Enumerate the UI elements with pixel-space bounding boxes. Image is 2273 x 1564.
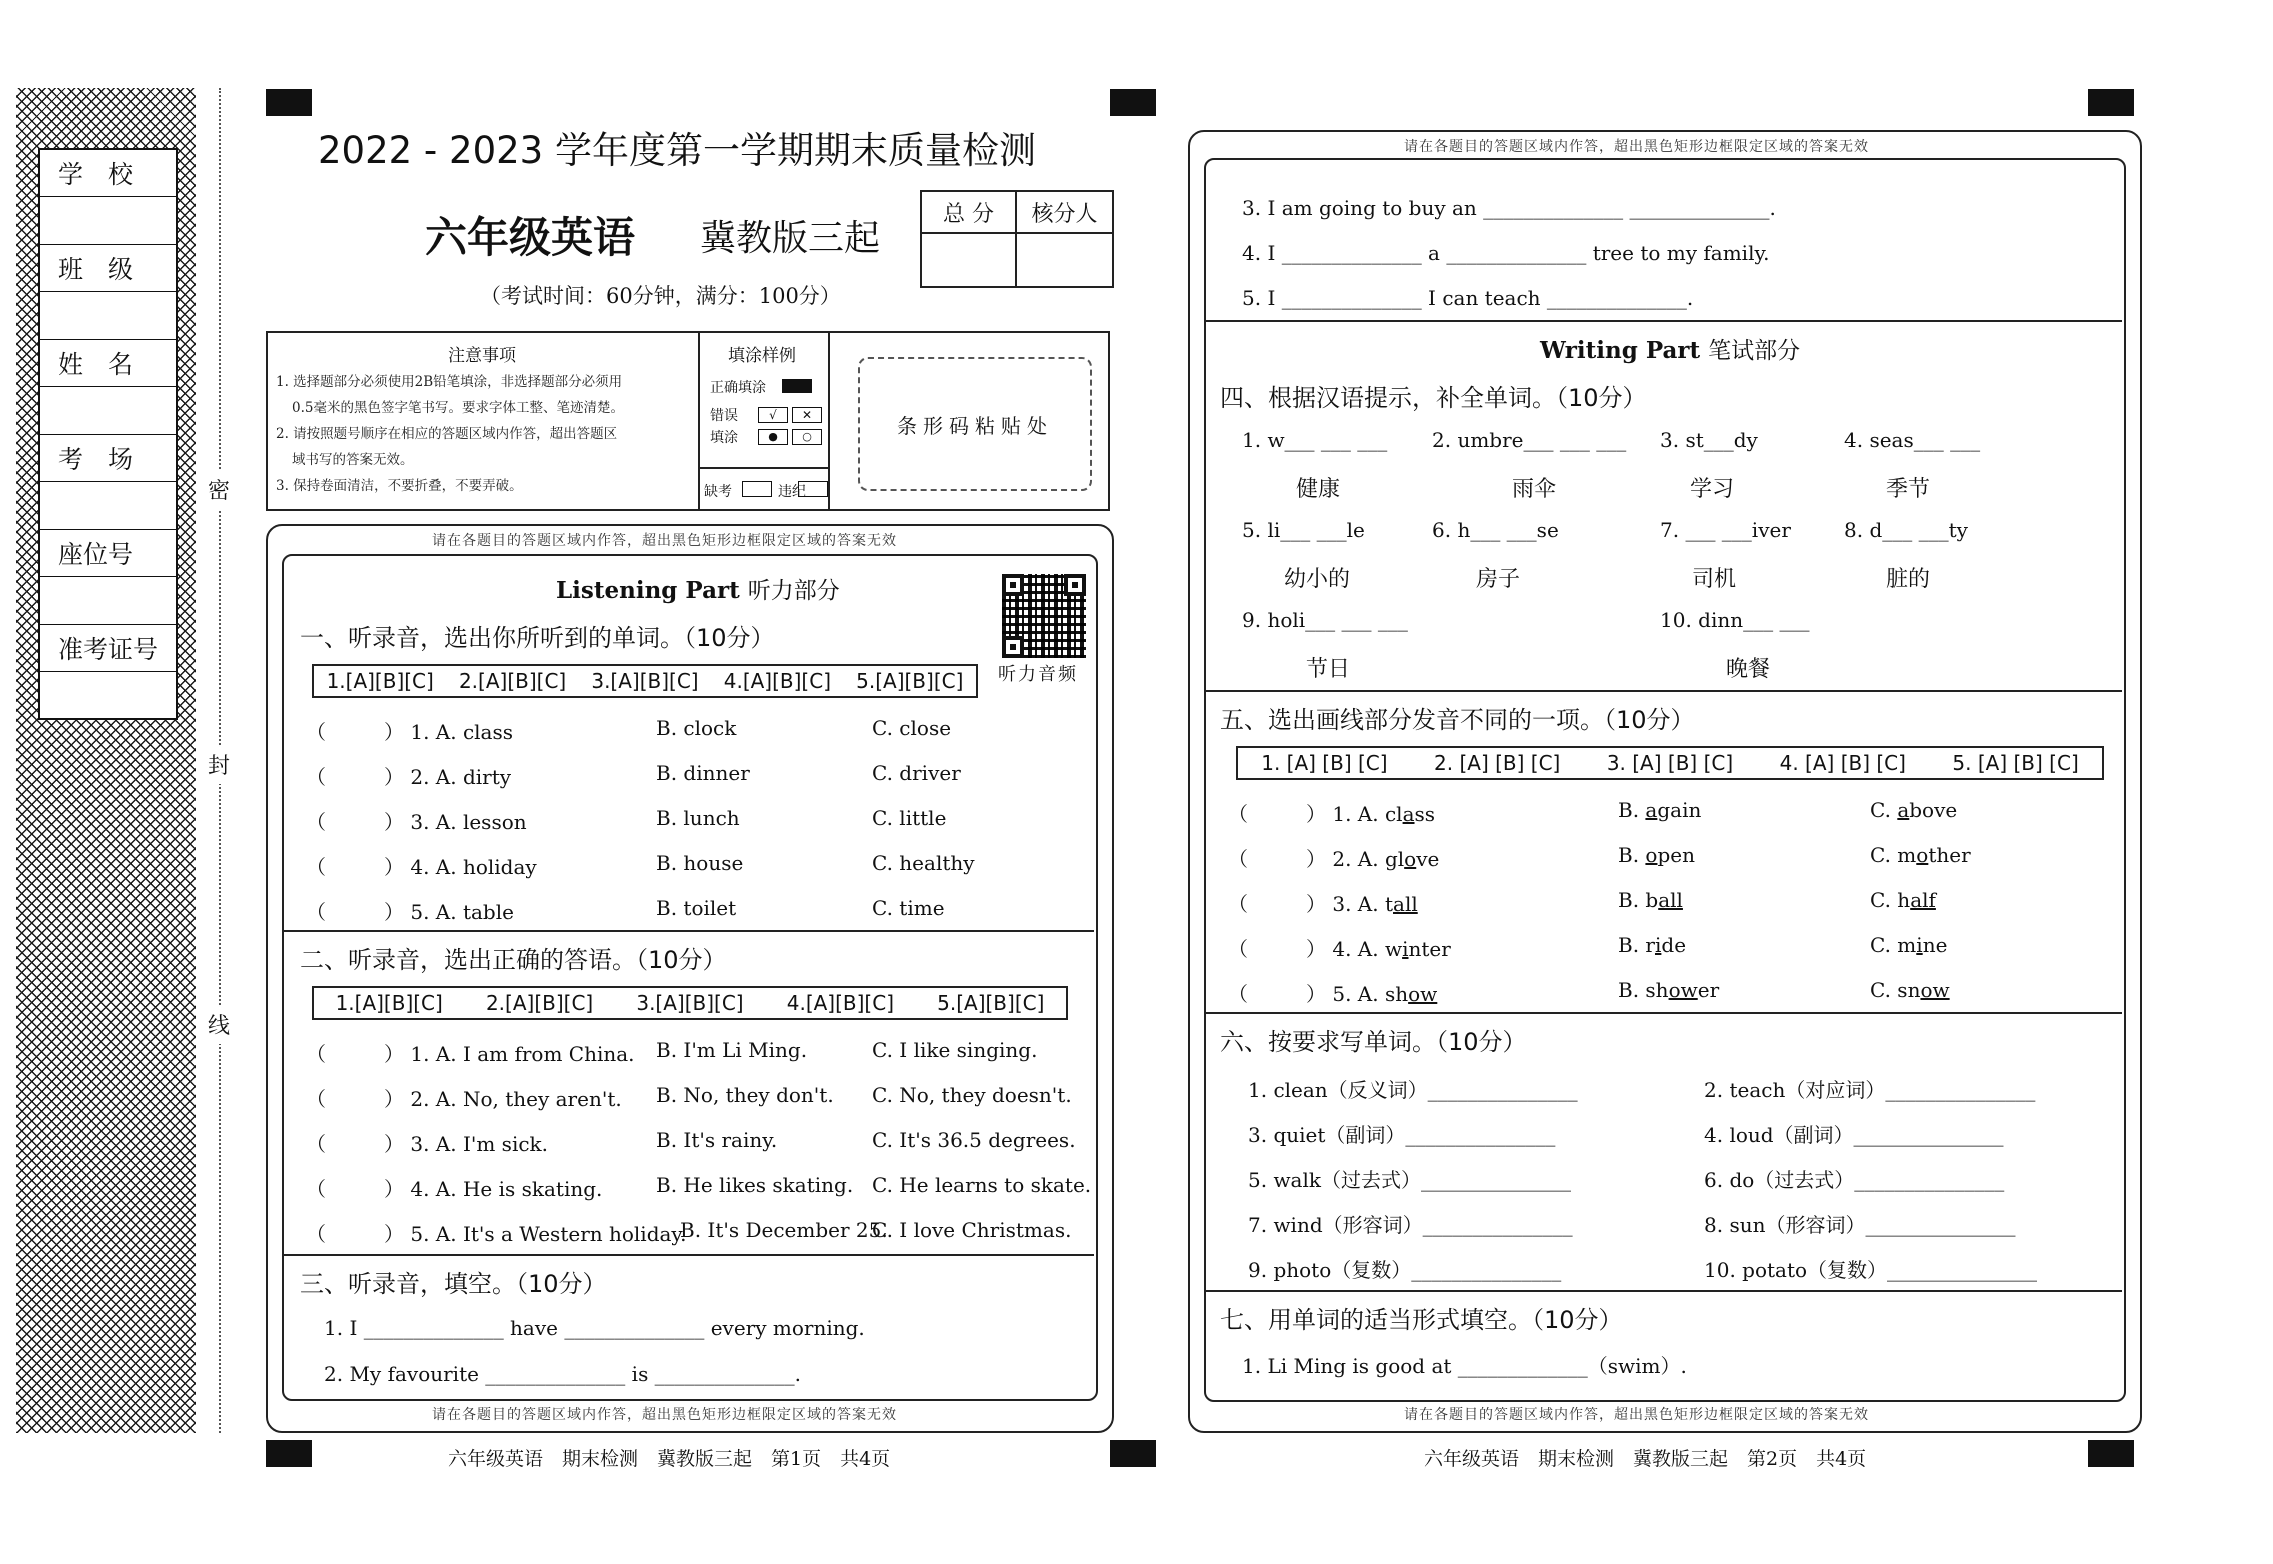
- word-form-item[interactable]: 5. walk（过去式）_______________: [1248, 1168, 1571, 1192]
- spelling-item[interactable]: 5. li___ ___le: [1242, 518, 1365, 542]
- registration-mark: [266, 89, 312, 116]
- exam-room-label: 考 场: [40, 435, 176, 482]
- correct-fill-label: 正确填涂: [710, 380, 766, 396]
- spelling-item[interactable]: 2. umbre___ ___ ___: [1432, 428, 1627, 452]
- seal-char-feng: 封: [208, 745, 230, 784]
- spelling-item[interactable]: 6. h___ ___se: [1432, 518, 1559, 542]
- exam-title: 2022 - 2023 学年度第一学期期末质量检测: [318, 129, 1036, 172]
- chinese-hint: 脏的: [1886, 567, 1931, 592]
- option-c: C. No, they doesn't.: [872, 1083, 1072, 1107]
- score-box: [920, 190, 1114, 288]
- absent-label: 缺考: [704, 484, 732, 500]
- spelling-item[interactable]: 3. st___dy: [1660, 428, 1758, 452]
- section3-title: 三、听录音，填空。（10分）: [300, 1270, 607, 1298]
- chinese-hint: 季节: [1886, 477, 1931, 502]
- option-b: B. lunch: [656, 806, 740, 830]
- question-item: （ ） 5. A. table: [306, 900, 514, 924]
- chinese-hint: 房子: [1476, 567, 1521, 592]
- word-form-item[interactable]: 4. loud（副词）_______________: [1704, 1123, 2004, 1147]
- qr-finder: [1002, 574, 1024, 596]
- section6-title: 六、按要求写单词。（10分）: [1220, 1028, 1527, 1056]
- option-c: C. mother: [1870, 843, 1971, 867]
- fill-label: 填涂: [710, 430, 738, 446]
- option-c: C. half: [1870, 888, 1936, 912]
- option-b: B. again: [1618, 798, 1702, 822]
- fill-sample-section: [698, 333, 830, 509]
- fill-blank-item[interactable]: 1. Li Ming is good at _____________（swim）.: [1242, 1354, 1687, 1378]
- edition-label: 冀教版三起: [700, 218, 881, 259]
- wrong-fill-label: 错误: [710, 408, 738, 424]
- option-c: C. close: [872, 716, 952, 740]
- question-item: （ ） 3. A. tall: [1228, 892, 1418, 916]
- word-form-item[interactable]: 10. potato（复数）_______________: [1704, 1258, 2038, 1282]
- qr-finder: [1002, 636, 1024, 658]
- chinese-hint: 节日: [1306, 657, 1351, 682]
- option-c: C. driver: [872, 761, 961, 785]
- question-item: （ ） 4. A. He is skating.: [306, 1177, 603, 1201]
- class-field[interactable]: [40, 292, 176, 340]
- exam-room-field[interactable]: [40, 482, 176, 530]
- section-divider: [1206, 690, 2122, 692]
- option-c: C. mine: [1870, 933, 1948, 957]
- section7-title: 七、用单词的适当形式填空。（10分）: [1220, 1306, 1623, 1334]
- subject-title: 六年级英语: [425, 213, 636, 262]
- seal-char-mi: 密: [208, 470, 230, 509]
- registration-mark: [2088, 1440, 2134, 1467]
- word-form-item[interactable]: 7. wind（形容词）_______________: [1248, 1213, 1573, 1237]
- fill-blank-item[interactable]: 5. I ______________ I can teach ______________.: [1242, 286, 1694, 310]
- section-divider: [1206, 1290, 2122, 1292]
- section-divider: [284, 1254, 1094, 1256]
- absent-checkbox[interactable]: [742, 481, 772, 497]
- writing-title: Writing Part 笔试部分: [1540, 337, 1801, 364]
- qr-finder: [1064, 574, 1086, 596]
- chinese-hint: 雨伞: [1512, 477, 1557, 502]
- option-b: B. No, they don't.: [656, 1083, 834, 1107]
- fill-sample-title: 填涂样例: [728, 346, 796, 366]
- question-item: （ ） 4. A. winter: [1228, 937, 1451, 961]
- option-c: C. time: [872, 896, 945, 920]
- word-form-item[interactable]: 6. do（过去式）_______________: [1704, 1168, 2005, 1192]
- spelling-item[interactable]: 8. d___ ___ty: [1844, 518, 1968, 542]
- option-b: B. ball: [1618, 888, 1683, 912]
- warning-text: 请在各题目的答题区域内作答，超出黑色矩形边框限定区域的答案无效: [1404, 139, 1869, 155]
- option-c: C. It's 36.5 degrees.: [872, 1128, 1076, 1152]
- option-b: B. He likes skating.: [656, 1173, 854, 1197]
- chinese-hint: 幼小的: [1284, 567, 1351, 592]
- fill-blank-item[interactable]: 3. I am going to buy an ______________ ______________.: [1242, 196, 1776, 220]
- question-item: （ ） 1. A. class: [1228, 802, 1436, 826]
- option-b: B. open: [1618, 843, 1695, 867]
- notice-section: [268, 333, 700, 509]
- checker-field[interactable]: [1017, 234, 1112, 286]
- section2-answer-bar[interactable]: 1.[A][B][C] 2.[A][B][C] 3.[A][B][C] 4.[A][B][C] 5.[A][B][C]: [312, 986, 1068, 1020]
- question-item: （ ） 3. A. I'm sick.: [306, 1132, 549, 1156]
- option-b: B. clock: [656, 716, 737, 740]
- word-form-item[interactable]: 2. teach（对应词）_______________: [1704, 1078, 2036, 1102]
- total-score-label: 总 分: [922, 192, 1017, 234]
- option-c: C. healthy: [872, 851, 975, 875]
- cross-mark-icon: ✕: [792, 407, 822, 423]
- section-divider: [1206, 1012, 2122, 1014]
- divider: [698, 467, 828, 469]
- option-b: B. I'm Li Ming.: [656, 1038, 808, 1062]
- section-divider: [1206, 320, 2122, 322]
- fill-blank-item[interactable]: 2. My favourite ______________ is ______________.: [324, 1362, 802, 1386]
- spelling-item[interactable]: 4. seas___ ___: [1844, 428, 1981, 452]
- fill-blank-item[interactable]: 1. I ______________ have ______________ every morning.: [324, 1316, 865, 1340]
- section2-title: 二、听录音，选出正确的答语。（10分）: [300, 946, 727, 974]
- class-label: 班 级: [40, 245, 176, 292]
- listening-title: Listening Part 听力部分: [556, 577, 840, 604]
- question-item: （ ） 5. A. It's a Western holiday.: [306, 1222, 687, 1246]
- notice-box: [266, 331, 1110, 511]
- option-c: C. little: [872, 806, 947, 830]
- spelling-item[interactable]: 7. ___ ___iver: [1660, 518, 1791, 542]
- student-info-box: [38, 148, 178, 720]
- section5-answer-bar[interactable]: 1. [A] [B] [C] 2. [A] [B] [C] 3. [A] [B] [C] 4. [A] [B] [C] 5. [A] [B] [C]: [1236, 746, 2104, 780]
- word-form-item[interactable]: 9. photo（复数）_______________: [1248, 1258, 1562, 1282]
- school-label: 学 校: [40, 150, 176, 197]
- option-b: B. house: [656, 851, 744, 875]
- question-item: （ ） 2. A. dirty: [306, 765, 512, 789]
- registration-mark: [266, 1440, 312, 1467]
- circle-fill-icon: ○: [792, 429, 822, 445]
- section-divider: [284, 930, 1094, 932]
- option-c: C. I like singing.: [872, 1038, 1038, 1062]
- option-b: B. shower: [1618, 978, 1720, 1002]
- admission-number-field[interactable]: [40, 672, 176, 719]
- warning-text: 请在各题目的答题区域内作答，超出黑色矩形边框限定区域的答案无效: [432, 1407, 897, 1423]
- question-item: （ ） 1. A. class: [306, 720, 514, 744]
- fill-blank-item[interactable]: 4. I ______________ a ______________ tree to my family.: [1242, 241, 1770, 265]
- question-item: （ ） 2. A. glove: [1228, 847, 1440, 871]
- violation-label: 违纪: [778, 484, 806, 500]
- notice-title: 注意事项: [448, 346, 516, 366]
- section1-answer-bar[interactable]: 1.[A][B][C] 2.[A][B][C] 3.[A][B][C] 4.[A][B][C] 5.[A][B][C]: [312, 664, 978, 698]
- spelling-item[interactable]: 10. dinn___ ___: [1660, 608, 1810, 632]
- section4-title: 四、根据汉语提示，补全单词。（10分）: [1220, 384, 1647, 412]
- page2-footer: 六年级英语 期末检测 冀教版三起 第2页 共4页: [1424, 1448, 1867, 1470]
- chinese-hint: 学习: [1690, 477, 1735, 502]
- total-score-field[interactable]: [922, 234, 1017, 286]
- qr-label: 听力音频: [998, 664, 1078, 685]
- option-b: B. It's December 25.: [680, 1218, 888, 1242]
- violation-checkbox[interactable]: [798, 481, 828, 497]
- barcode-area: 条形码粘贴处: [858, 357, 1092, 491]
- name-label: 姓 名: [40, 340, 176, 387]
- question-item: （ ） 4. A. holiday: [306, 855, 537, 879]
- question-item: （ ） 2. A. No, they aren't.: [306, 1087, 622, 1111]
- registration-mark: [1110, 89, 1156, 116]
- chinese-hint: 晚餐: [1726, 657, 1771, 682]
- section1-title: 一、听录音，选出你所听到的单词。（10分）: [300, 624, 775, 652]
- school-field[interactable]: [40, 197, 176, 245]
- question-item: （ ） 1. A. I am from China.: [306, 1042, 635, 1066]
- word-form-item[interactable]: 8. sun（形容词）_______________: [1704, 1213, 2016, 1237]
- correct-fill-sample: [782, 379, 812, 393]
- question-item: （ ） 5. A. show: [1228, 982, 1438, 1006]
- chinese-hint: 司机: [1692, 567, 1737, 592]
- check-mark-icon: √: [758, 407, 788, 423]
- option-b: B. toilet: [656, 896, 737, 920]
- option-c: C. I love Christmas.: [872, 1218, 1072, 1242]
- exam-info: （考试时间：60分钟，满分：100分）: [480, 284, 841, 308]
- seat-number-label: 座位号: [40, 530, 176, 577]
- option-c: C. snow: [1870, 978, 1950, 1002]
- admission-number-label: 准考证号: [40, 625, 176, 672]
- option-c: C. above: [1870, 798, 1958, 822]
- name-field[interactable]: [40, 387, 176, 435]
- registration-mark: [2088, 89, 2134, 116]
- option-b: B. It's rainy.: [656, 1128, 778, 1152]
- chinese-hint: 健康: [1296, 477, 1341, 502]
- dot-fill-icon: ●: [758, 429, 788, 445]
- question-item: （ ） 3. A. lesson: [306, 810, 527, 834]
- spelling-item[interactable]: 1. w___ ___ ___: [1242, 428, 1388, 452]
- option-c: C. He learns to skate.: [872, 1173, 1092, 1197]
- seal-char-xian: 线: [208, 1005, 230, 1044]
- warning-text: 请在各题目的答题区域内作答，超出黑色矩形边框限定区域的答案无效: [432, 533, 897, 549]
- checker-label: 核分人: [1017, 192, 1112, 234]
- spelling-item[interactable]: 9. holi___ ___ ___: [1242, 608, 1408, 632]
- warning-text: 请在各题目的答题区域内作答，超出黑色矩形边框限定区域的答案无效: [1404, 1407, 1869, 1423]
- option-b: B. dinner: [656, 761, 750, 785]
- notice-text: 1. 选择题部分必须使用2B铅笔填涂，非选择题部分必须用 0.5毫米的黑色签字笔书写。要求字体工整、笔迹清楚。 2. 请按照题号顺序在相应的答题区域内作答，超出答题区 域书写的答案无效。 3. 保持卷面清洁，不要折叠，不要弄破。: [276, 374, 624, 494]
- page1-footer: 六年级英语 期末检测 冀教版三起 第1页 共4页: [448, 1448, 891, 1470]
- word-form-item[interactable]: 3. quiet（副词）_______________: [1248, 1123, 1556, 1147]
- seat-number-field[interactable]: [40, 577, 176, 625]
- word-form-item[interactable]: 1. clean（反义词）_______________: [1248, 1078, 1578, 1102]
- registration-mark: [1110, 1440, 1156, 1467]
- option-b: B. ride: [1618, 933, 1687, 957]
- section5-title: 五、选出画线部分发音不同的一项。（10分）: [1220, 706, 1695, 734]
